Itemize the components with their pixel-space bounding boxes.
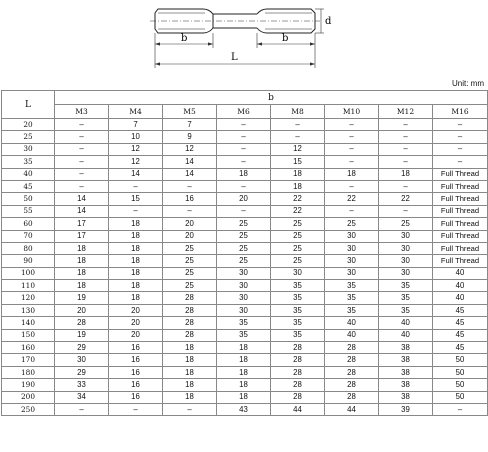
value-cell: 12 — [109, 143, 163, 155]
value-cell: 7 — [163, 119, 217, 131]
table-row — [2, 391, 488, 403]
dimension-table — [1, 90, 488, 416]
value-cell: 45 — [433, 317, 488, 329]
value-cell: Full Thread — [433, 242, 488, 254]
length-cell: 25 — [2, 131, 55, 143]
value-cell: 15 — [271, 156, 325, 168]
value-cell: 9 — [163, 131, 217, 143]
value-cell: 35 — [325, 292, 379, 304]
value-cell: – — [379, 205, 433, 217]
value-cell: 18 — [163, 354, 217, 366]
value-cell: 12 — [109, 156, 163, 168]
value-cell: 25 — [163, 280, 217, 292]
value-cell: 22 — [325, 193, 379, 205]
value-cell: 25 — [163, 267, 217, 279]
value-cell: 45 — [433, 329, 488, 341]
value-cell: 40 — [325, 317, 379, 329]
value-cell: 29 — [55, 366, 109, 378]
value-cell: 25 — [379, 218, 433, 230]
length-cell: 40 — [2, 168, 55, 180]
value-cell: 18 — [217, 391, 271, 403]
value-cell: 38 — [379, 366, 433, 378]
value-cell: – — [379, 119, 433, 131]
value-cell: 20 — [109, 317, 163, 329]
table-row — [2, 180, 488, 192]
value-cell: 30 — [217, 280, 271, 292]
value-cell: 50 — [433, 354, 488, 366]
value-cell: 30 — [325, 242, 379, 254]
value-cell: 18 — [109, 242, 163, 254]
value-cell: – — [55, 119, 109, 131]
value-cell: 33 — [55, 379, 109, 391]
value-cell: 45 — [433, 304, 488, 316]
value-cell: – — [433, 143, 488, 155]
value-cell: 30 — [379, 230, 433, 242]
value-cell: 16 — [109, 342, 163, 354]
length-cell: 20 — [2, 119, 55, 131]
value-cell: – — [433, 119, 488, 131]
table-row — [2, 292, 488, 304]
value-cell: 28 — [163, 292, 217, 304]
value-cell: 28 — [271, 391, 325, 403]
table-row — [2, 304, 488, 316]
table-row — [2, 379, 488, 391]
value-cell: 25 — [271, 255, 325, 267]
value-cell: 17 — [55, 230, 109, 242]
value-cell: – — [325, 180, 379, 192]
value-cell: 28 — [325, 366, 379, 378]
value-cell: 30 — [379, 267, 433, 279]
value-cell: Full Thread — [433, 205, 488, 217]
header-L: L — [2, 91, 55, 119]
table-row — [2, 131, 488, 143]
value-cell: 12 — [271, 143, 325, 155]
value-cell: 38 — [379, 379, 433, 391]
length-cell: 130 — [2, 304, 55, 316]
table-row — [2, 280, 488, 292]
value-cell: 25 — [217, 255, 271, 267]
value-cell: 40 — [325, 329, 379, 341]
value-cell: Full Thread — [433, 168, 488, 180]
value-cell: 14 — [163, 156, 217, 168]
column-header: M8 — [271, 105, 325, 119]
value-cell: 18 — [109, 218, 163, 230]
value-cell: 35 — [271, 280, 325, 292]
value-cell: Full Thread — [433, 193, 488, 205]
value-cell: 18 — [163, 391, 217, 403]
value-cell: 16 — [109, 354, 163, 366]
value-cell: – — [433, 403, 488, 415]
value-cell: – — [55, 143, 109, 155]
value-cell: 30 — [217, 304, 271, 316]
unit-note: Unit: mm — [452, 79, 484, 88]
value-cell: 35 — [217, 317, 271, 329]
value-cell: – — [325, 131, 379, 143]
size-header-row — [2, 105, 488, 119]
value-cell: 18 — [55, 267, 109, 279]
length-cell: 110 — [2, 280, 55, 292]
column-header: M10 — [325, 105, 379, 119]
value-cell: – — [109, 180, 163, 192]
value-cell: 28 — [271, 354, 325, 366]
table-row — [2, 218, 488, 230]
column-header: M3 — [55, 105, 109, 119]
value-cell: – — [379, 143, 433, 155]
header-b: b — [55, 91, 488, 105]
value-cell: 28 — [271, 366, 325, 378]
length-cell: 200 — [2, 391, 55, 403]
value-cell: 44 — [325, 403, 379, 415]
value-cell: 25 — [217, 230, 271, 242]
table-row — [2, 329, 488, 341]
value-cell: 19 — [55, 329, 109, 341]
value-cell: – — [325, 156, 379, 168]
value-cell: 28 — [325, 342, 379, 354]
value-cell: 25 — [163, 255, 217, 267]
value-cell: 25 — [271, 218, 325, 230]
table-row — [2, 267, 488, 279]
value-cell: 35 — [217, 329, 271, 341]
value-cell: – — [163, 403, 217, 415]
value-cell: 25 — [163, 242, 217, 254]
value-cell: – — [109, 205, 163, 217]
length-cell: 80 — [2, 242, 55, 254]
value-cell: 28 — [325, 354, 379, 366]
value-cell: 18 — [217, 366, 271, 378]
value-cell: – — [379, 180, 433, 192]
b-right-label: b — [282, 33, 289, 44]
value-cell: – — [55, 168, 109, 180]
value-cell: – — [55, 131, 109, 143]
value-cell: 28 — [271, 342, 325, 354]
length-cell: 150 — [2, 329, 55, 341]
value-cell: – — [217, 180, 271, 192]
length-cell: 160 — [2, 342, 55, 354]
value-cell: 50 — [433, 379, 488, 391]
value-cell: 45 — [433, 342, 488, 354]
value-cell: 38 — [379, 342, 433, 354]
value-cell: 25 — [217, 242, 271, 254]
value-cell: 18 — [109, 280, 163, 292]
table-body — [2, 119, 488, 416]
value-cell: Full Thread — [433, 180, 488, 192]
value-cell: 10 — [109, 131, 163, 143]
diameter-label: d — [325, 16, 332, 27]
value-cell: – — [217, 143, 271, 155]
stud-bolt-drawing — [0, 0, 488, 80]
value-cell: 35 — [325, 304, 379, 316]
length-label: L — [231, 52, 238, 63]
length-cell: 70 — [2, 230, 55, 242]
value-cell: 28 — [271, 379, 325, 391]
value-cell: 40 — [433, 292, 488, 304]
length-cell: 45 — [2, 180, 55, 192]
column-header: M12 — [379, 105, 433, 119]
value-cell: – — [271, 119, 325, 131]
value-cell: 35 — [271, 292, 325, 304]
table-row — [2, 119, 488, 131]
table-row — [2, 193, 488, 205]
value-cell: 14 — [109, 168, 163, 180]
value-cell: 30 — [271, 267, 325, 279]
value-cell: 50 — [433, 391, 488, 403]
value-cell: – — [163, 205, 217, 217]
value-cell: 35 — [379, 280, 433, 292]
column-header: M5 — [163, 105, 217, 119]
value-cell: 22 — [271, 205, 325, 217]
table-row — [2, 205, 488, 217]
value-cell: 40 — [433, 280, 488, 292]
value-cell: – — [379, 156, 433, 168]
length-cell: 60 — [2, 218, 55, 230]
value-cell: 18 — [109, 255, 163, 267]
length-cell: 180 — [2, 366, 55, 378]
value-cell: Full Thread — [433, 218, 488, 230]
value-cell: 30 — [217, 267, 271, 279]
b-left-label: b — [181, 33, 188, 44]
value-cell: 34 — [55, 391, 109, 403]
table-row — [2, 255, 488, 267]
value-cell: 18 — [109, 230, 163, 242]
length-cell: 250 — [2, 403, 55, 415]
table-row — [2, 342, 488, 354]
value-cell: Full Thread — [433, 255, 488, 267]
value-cell: – — [325, 143, 379, 155]
length-cell: 55 — [2, 205, 55, 217]
value-cell: 40 — [379, 317, 433, 329]
value-cell: 35 — [271, 317, 325, 329]
value-cell: 35 — [379, 292, 433, 304]
value-cell: 18 — [163, 342, 217, 354]
value-cell: 16 — [109, 391, 163, 403]
value-cell: 18 — [109, 292, 163, 304]
value-cell: 38 — [379, 391, 433, 403]
value-cell: 18 — [217, 379, 271, 391]
value-cell: 16 — [163, 193, 217, 205]
value-cell: – — [217, 119, 271, 131]
value-cell: 28 — [325, 391, 379, 403]
value-cell: 30 — [379, 242, 433, 254]
value-cell: 17 — [55, 218, 109, 230]
value-cell: 14 — [55, 193, 109, 205]
value-cell: 28 — [163, 317, 217, 329]
value-cell: 28 — [55, 317, 109, 329]
length-cell: 90 — [2, 255, 55, 267]
value-cell: – — [109, 403, 163, 415]
length-cell: 190 — [2, 379, 55, 391]
value-cell: 40 — [433, 267, 488, 279]
value-cell: 14 — [163, 168, 217, 180]
table-row — [2, 143, 488, 155]
value-cell: Full Thread — [433, 230, 488, 242]
value-cell: 18 — [217, 168, 271, 180]
value-cell: 16 — [109, 379, 163, 391]
value-cell: 18 — [55, 242, 109, 254]
value-cell: 16 — [109, 366, 163, 378]
length-cell: 35 — [2, 156, 55, 168]
column-header: M4 — [109, 105, 163, 119]
value-cell: 35 — [271, 329, 325, 341]
value-cell: 12 — [163, 143, 217, 155]
value-cell: 30 — [55, 354, 109, 366]
value-cell: 25 — [271, 230, 325, 242]
value-cell: 39 — [379, 403, 433, 415]
value-cell: 19 — [55, 292, 109, 304]
length-cell: 30 — [2, 143, 55, 155]
value-cell: 20 — [217, 193, 271, 205]
column-header: M16 — [433, 105, 488, 119]
value-cell: 30 — [325, 255, 379, 267]
column-header: M6 — [217, 105, 271, 119]
value-cell: – — [217, 205, 271, 217]
value-cell: 35 — [379, 304, 433, 316]
value-cell: 18 — [109, 267, 163, 279]
value-cell: 18 — [271, 180, 325, 192]
value-cell: 18 — [55, 255, 109, 267]
table-row — [2, 354, 488, 366]
value-cell: 18 — [271, 168, 325, 180]
value-cell: 20 — [109, 329, 163, 341]
value-cell: – — [433, 131, 488, 143]
value-cell: 30 — [325, 230, 379, 242]
value-cell: 22 — [271, 193, 325, 205]
value-cell: 18 — [163, 366, 217, 378]
value-cell: 28 — [163, 304, 217, 316]
value-cell: 18 — [379, 168, 433, 180]
value-cell: 14 — [55, 205, 109, 217]
value-cell: 15 — [109, 193, 163, 205]
value-cell: 25 — [217, 218, 271, 230]
value-cell: 35 — [271, 304, 325, 316]
value-cell: – — [55, 156, 109, 168]
value-cell: 20 — [109, 304, 163, 316]
value-cell: 30 — [379, 255, 433, 267]
table-row — [2, 168, 488, 180]
table-row — [2, 366, 488, 378]
value-cell: – — [325, 205, 379, 217]
value-cell: – — [325, 119, 379, 131]
value-cell: 18 — [55, 280, 109, 292]
length-cell: 100 — [2, 267, 55, 279]
value-cell: – — [55, 403, 109, 415]
value-cell: 30 — [325, 267, 379, 279]
value-cell: 29 — [55, 342, 109, 354]
value-cell: – — [163, 180, 217, 192]
value-cell: 25 — [271, 242, 325, 254]
value-cell: – — [217, 131, 271, 143]
value-cell: – — [379, 131, 433, 143]
value-cell: 7 — [109, 119, 163, 131]
value-cell: 20 — [55, 304, 109, 316]
table-row — [2, 317, 488, 329]
value-cell: 18 — [217, 342, 271, 354]
value-cell: 22 — [379, 193, 433, 205]
value-cell: 40 — [379, 329, 433, 341]
value-cell: 18 — [163, 379, 217, 391]
length-cell: 140 — [2, 317, 55, 329]
table-row — [2, 230, 488, 242]
value-cell: 30 — [217, 292, 271, 304]
length-cell: 170 — [2, 354, 55, 366]
value-cell: – — [55, 180, 109, 192]
value-cell: 43 — [217, 403, 271, 415]
value-cell: 35 — [325, 280, 379, 292]
length-cell: 120 — [2, 292, 55, 304]
value-cell: – — [433, 156, 488, 168]
length-cell: 50 — [2, 193, 55, 205]
value-cell: – — [217, 156, 271, 168]
value-cell: 44 — [271, 403, 325, 415]
value-cell: 25 — [325, 218, 379, 230]
value-cell: 50 — [433, 366, 488, 378]
table-row — [2, 242, 488, 254]
value-cell: 28 — [325, 379, 379, 391]
table-row — [2, 403, 488, 415]
table-row — [2, 156, 488, 168]
value-cell: 18 — [217, 354, 271, 366]
value-cell: 18 — [325, 168, 379, 180]
value-cell: 20 — [163, 230, 217, 242]
value-cell: – — [271, 131, 325, 143]
value-cell: 20 — [163, 218, 217, 230]
value-cell: 28 — [163, 329, 217, 341]
value-cell: 38 — [379, 354, 433, 366]
